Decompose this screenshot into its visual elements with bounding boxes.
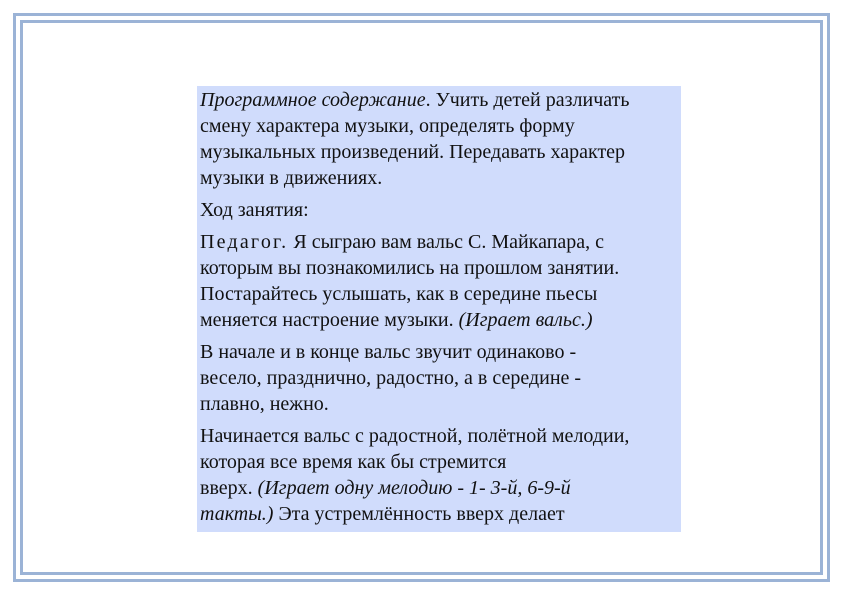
program-content-heading: Программное содержание (200, 89, 426, 111)
text-line: Начинается вальс с радостной, полётной мелодии, (200, 425, 630, 447)
stage-direction: (Играет одну мелодию - 1- 3-й, 6-9-й (257, 477, 571, 499)
text-span: Эта устремлённость вверх делает (273, 503, 565, 525)
text-span: вверх. (200, 477, 258, 499)
text-span: Я сыграю вам вальс С. Майкапара, с (288, 231, 605, 253)
paragraph-program-content (200, 87, 681, 191)
stage-direction: (Играет вальс.) (458, 309, 593, 331)
text-line: Постарайтесь услышать, как в середине пьесы (200, 283, 598, 305)
text-span: меняется настроение музыки. (200, 309, 459, 331)
stage-direction: такты.) (200, 503, 274, 525)
speaker-label: Педагог. (200, 231, 289, 253)
lesson-course-heading: Ход занятия: (200, 199, 309, 221)
paragraph-waltz-melody (200, 423, 681, 527)
text-line: В начале и в конце вальс звучит одинаково - (200, 341, 577, 363)
text-line: музыки в движениях. (200, 167, 383, 189)
text-span: . Учить детей различать (425, 89, 630, 111)
text-line (200, 307, 681, 333)
text-line: музыкальных произведений. Передавать характер (200, 141, 626, 163)
text-line: плавно, нежно. (200, 393, 329, 415)
text-line: которым вы познакомились на прошлом занятии. (200, 257, 620, 279)
text-line (200, 475, 681, 501)
text-line (200, 501, 681, 527)
paragraph-lesson-course (200, 197, 681, 223)
paragraph-waltz-description (200, 339, 681, 417)
text-block (197, 86, 681, 532)
text-line: весело, празднично, радостно, а в середине - (200, 367, 582, 389)
paragraph-teacher-speech (200, 229, 681, 333)
text-line (200, 229, 681, 255)
text-line: смену характера музыки, определять форму (200, 115, 575, 137)
text-line: которая все время как бы стремится (200, 451, 507, 473)
text-line (200, 87, 681, 113)
